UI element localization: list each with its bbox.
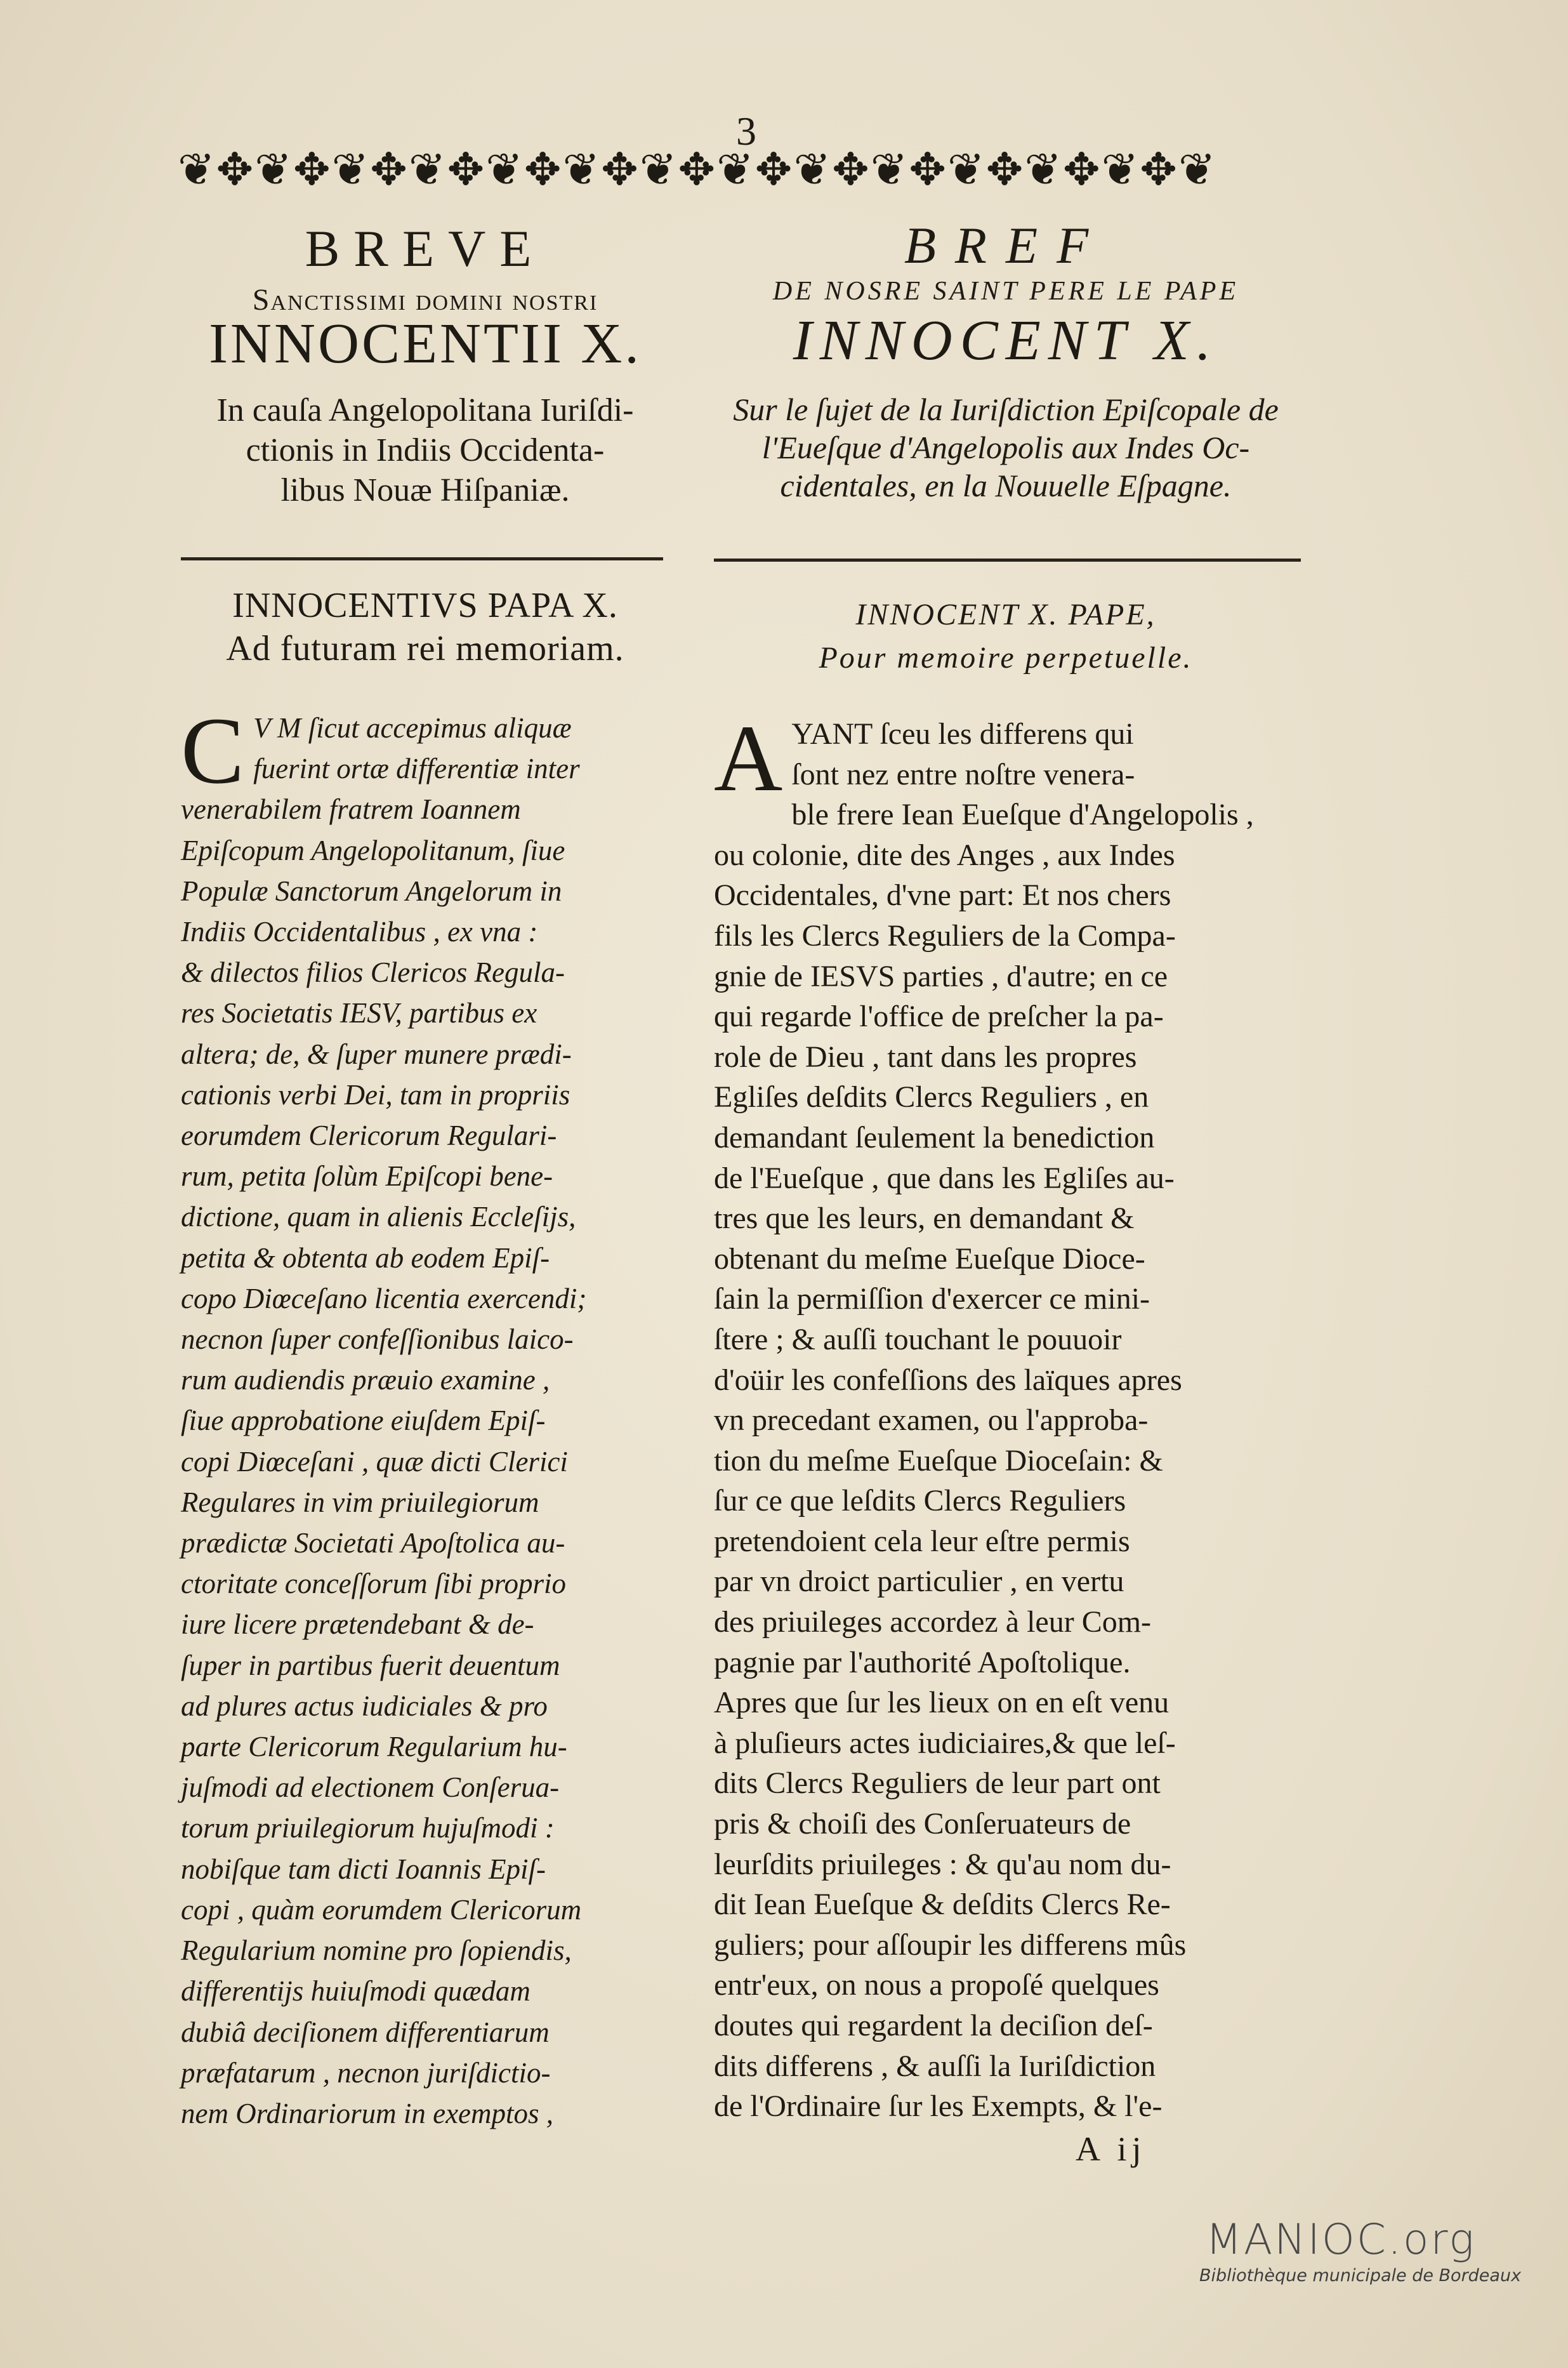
french-body-line: tres que les leurs, en demandant & [714, 1201, 1135, 1236]
latin-body-line: præfatarum , necnon juriſdictio- [181, 2056, 551, 2089]
latin-subtitle: Sanctissimi domini nostri [252, 283, 598, 317]
french-body-line: ou colonie, dite des Anges , aux Indes [714, 838, 1175, 872]
library-credit: Bibliothèque municipale de Bordeaux [1199, 2266, 1522, 2285]
latin-heading-line: INNOCENTIVS PAPA X. [232, 586, 618, 625]
latin-body-line: ctoritate conceſſorum ſibi proprio [181, 1568, 567, 1600]
latin-body-line: rum audiendis præuio examine , [181, 1364, 550, 1396]
french-body-line: vn precedant examen, ou l'approba- [714, 1403, 1149, 1438]
latin-body-line: differentijs huiuſmodi quædam [181, 1975, 530, 2008]
latin-body-line: Populæ Sanctorum Angelorum in [181, 875, 562, 907]
latin-body-line: torum priuilegiorum hujuſmodi : [181, 1812, 555, 1844]
french-pope-name: INNOCENT X. [793, 309, 1219, 372]
french-body-line: Egliſes deſdits Clercs Reguliers , en [714, 1080, 1149, 1115]
latin-body-line: copi , quàm eorumdem Clericorum [181, 1893, 582, 1926]
latin-drop-cap: C [181, 698, 245, 804]
latin-heading-line: Ad futuram rei memoriam. [226, 629, 624, 668]
french-heading-line: INNOCENT X. PAPE, [855, 598, 1156, 632]
french-body-line: entr'eux, on nous a propoſé quelques [714, 1968, 1159, 2002]
french-body-line: Occidentales, d'vne part: Et nos chers [714, 878, 1171, 913]
latin-body-line: venerabilem fratrem Ioannem [181, 793, 521, 826]
page-number: 3 [736, 109, 756, 154]
latin-case-description [181, 390, 669, 510]
latin-body-line: V M ſicut accepimus aliquæ [253, 712, 572, 744]
latin-body-line: copi Diœceſani , quæ dicti Clerici [181, 1445, 568, 1478]
french-case-line: l'Eueſque d'Angelopolis aux Indes Oc- [761, 430, 1250, 465]
french-body-line: doutes qui regardent la deciſion deſ- [714, 2009, 1153, 2042]
latin-body-line: dubiâ deciſionem differentiarum [181, 2016, 550, 2048]
french-body-line: ſain la permiſſion d'exercer ce mini- [714, 1282, 1150, 1316]
latin-body-line: petita & obtenta ab eodem Epiſ- [181, 1241, 550, 1274]
header-ornament-band: ❦✥❦✥❦✥❦✥❦✥❦✥❦✥❦✥❦✥❦✥❦✥❦✥❦✥❦ [178, 146, 1217, 195]
latin-body-line: ad plures actus iudiciales & pro [181, 1690, 548, 1722]
latin-body-line: iure licere prætendebant & de- [181, 1608, 534, 1641]
latin-body-line: & dilectos filios Clericos Regula- [181, 956, 565, 989]
french-body-line: dits Clercs Reguliers de leur part ont [714, 1766, 1161, 1801]
french-body-text [714, 706, 1298, 2127]
french-body-line: guliers; pour aſſoupir les differens mûs [714, 1928, 1187, 1962]
french-body-line: ble frere Iean Eueſque d'Angelopolis , [791, 798, 1254, 832]
french-body-line: de l'Ordinaire ſur les Exempts, & l'e- [714, 2089, 1163, 2124]
french-body-line: role de Dieu , tant dans les propres [714, 1040, 1137, 1074]
latin-body-text [181, 698, 669, 2134]
latin-body-line: rum, petita ſolùm Epiſcopi bene- [181, 1160, 553, 1193]
latin-body-line: fuerint ortæ differentiæ inter [253, 753, 580, 785]
latin-case-line: libus Nouæ Hiſpaniæ. [280, 472, 570, 508]
french-drop-cap: A [714, 706, 783, 811]
manioc-watermark-logo: MANIOC.org [1206, 2215, 1476, 2264]
latin-body-line: prædictæ Societati Apoſtolica au- [181, 1527, 565, 1559]
latin-body-line: eorumdem Clericorum Regulari- [181, 1120, 557, 1152]
french-body-line: obtenant du meſme Eueſque Dioce- [714, 1241, 1145, 1276]
latin-body-line: Regulares in vim priuilegiorum [181, 1486, 539, 1518]
french-subtitle: DE NOSRE SAINT PERE LE PAPE [772, 277, 1239, 306]
latin-body-line: cationis verbi Dei, tam in propriis [181, 1078, 570, 1111]
french-body-line: dits differens , & auſſi la Iuriſdiction [714, 2049, 1156, 2083]
french-body-line: à pluſieurs actes iudiciaires,& que leſ- [714, 1726, 1176, 1760]
french-case-line: cidentales, en la Nouuelle Eſpagne. [780, 468, 1232, 503]
french-body-line: pris & choiſi des Conſeruateurs de [714, 1807, 1131, 1841]
french-body-line: YANT ſceu les differens qui [791, 717, 1134, 751]
latin-pope-name: INNOCENTII X. [209, 312, 642, 375]
french-heading-line: Pour memoire perpetuelle. [819, 641, 1193, 675]
french-body-line: Apres que ſur les lieux on en eſt venu [714, 1686, 1169, 1720]
french-body-line: ſtere ; & auſſi touchant le pouuoir [714, 1322, 1122, 1356]
french-body-line: leurſdits priuileges : & qu'au nom du- [714, 1847, 1171, 1881]
french-divider [714, 559, 1301, 562]
latin-heading [181, 584, 669, 670]
french-body-line: dit Iean Eueſque & deſdits Clercs Re- [714, 1888, 1171, 1922]
latin-body-line: dictione, quam in alienis Eccleſijs, [181, 1201, 576, 1233]
latin-body-line: res Societatis IESV, partibus ex [181, 997, 537, 1029]
french-body-line: de l'Eueſque , que dans les Egliſes au- [714, 1161, 1175, 1195]
french-case-line: Sur le ſujet de la Iuriſdiction Epiſcopale de [733, 392, 1279, 427]
latin-body-line: nem Ordinariorum in exemptos , [181, 2097, 554, 2129]
latin-case-line: ctionis in Indiis Occidenta- [246, 432, 605, 468]
french-body-line: des priuileges accordez à leur Com- [714, 1605, 1152, 1639]
french-heading [714, 593, 1298, 680]
latin-body-line: Epiſcopum Angelopolitanum, ſiue [181, 834, 565, 866]
french-body-line: qui regarde l'office de preſcher la pa- [714, 1000, 1164, 1034]
latin-divider [181, 557, 663, 560]
latin-body-line: necnon ſuper confeſſionibus laico- [181, 1323, 574, 1356]
french-body-line: d'oüir les confeſſions des laïques apres [714, 1363, 1182, 1397]
latin-body-line: Indiis Occidentalibus , ex vna : [181, 916, 538, 948]
latin-title: BREVE [305, 220, 546, 277]
latin-body-line: ſiue approbatione eiuſdem Epiſ- [181, 1405, 546, 1437]
french-body-line: demandant ſeulement la benediction [714, 1120, 1155, 1154]
latin-body-line: Regularium nomine pro ſopiendis, [181, 1935, 572, 1967]
latin-case-line: In cauſa Angelopolitana Iuriſdi- [216, 392, 634, 428]
latin-body-line: parte Clericorum Regularium hu- [181, 1731, 567, 1763]
french-body-line: gnie de IESVS parties , d'autre; en ce [714, 959, 1168, 993]
latin-body-line: ſuper in partibus fuerit deuentum [181, 1649, 560, 1681]
latin-body-line: altera; de, & ſuper munere prædi- [181, 1038, 572, 1070]
french-body-line: pretendoient cela leur eſtre permis [714, 1524, 1130, 1558]
french-title: BREF [904, 216, 1108, 274]
latin-body-line: nobiſque tam dicti Ioannis Epiſ- [181, 1853, 546, 1885]
french-body-line: ſur ce que leſdits Clercs Reguliers [714, 1484, 1126, 1518]
signature-mark: A ij [1076, 2130, 1147, 2168]
french-body-line: ſont nez entre noſtre venera- [791, 757, 1135, 791]
french-case-description [714, 390, 1298, 505]
french-body-line: pagnie par l'authorité Apoſtolique. [714, 1645, 1131, 1679]
french-body-line: fils les Clercs Reguliers de la Compa- [714, 918, 1176, 953]
french-body-line: tion du meſme Eueſque Dioceſain: & [714, 1443, 1163, 1478]
latin-body-line: copo Diœceſano licentia exercendi; [181, 1282, 587, 1314]
french-body-line: par vn droict particulier , en vertu [714, 1564, 1124, 1599]
latin-body-line: juſmodi ad electionem Conſerua- [181, 1771, 560, 1804]
